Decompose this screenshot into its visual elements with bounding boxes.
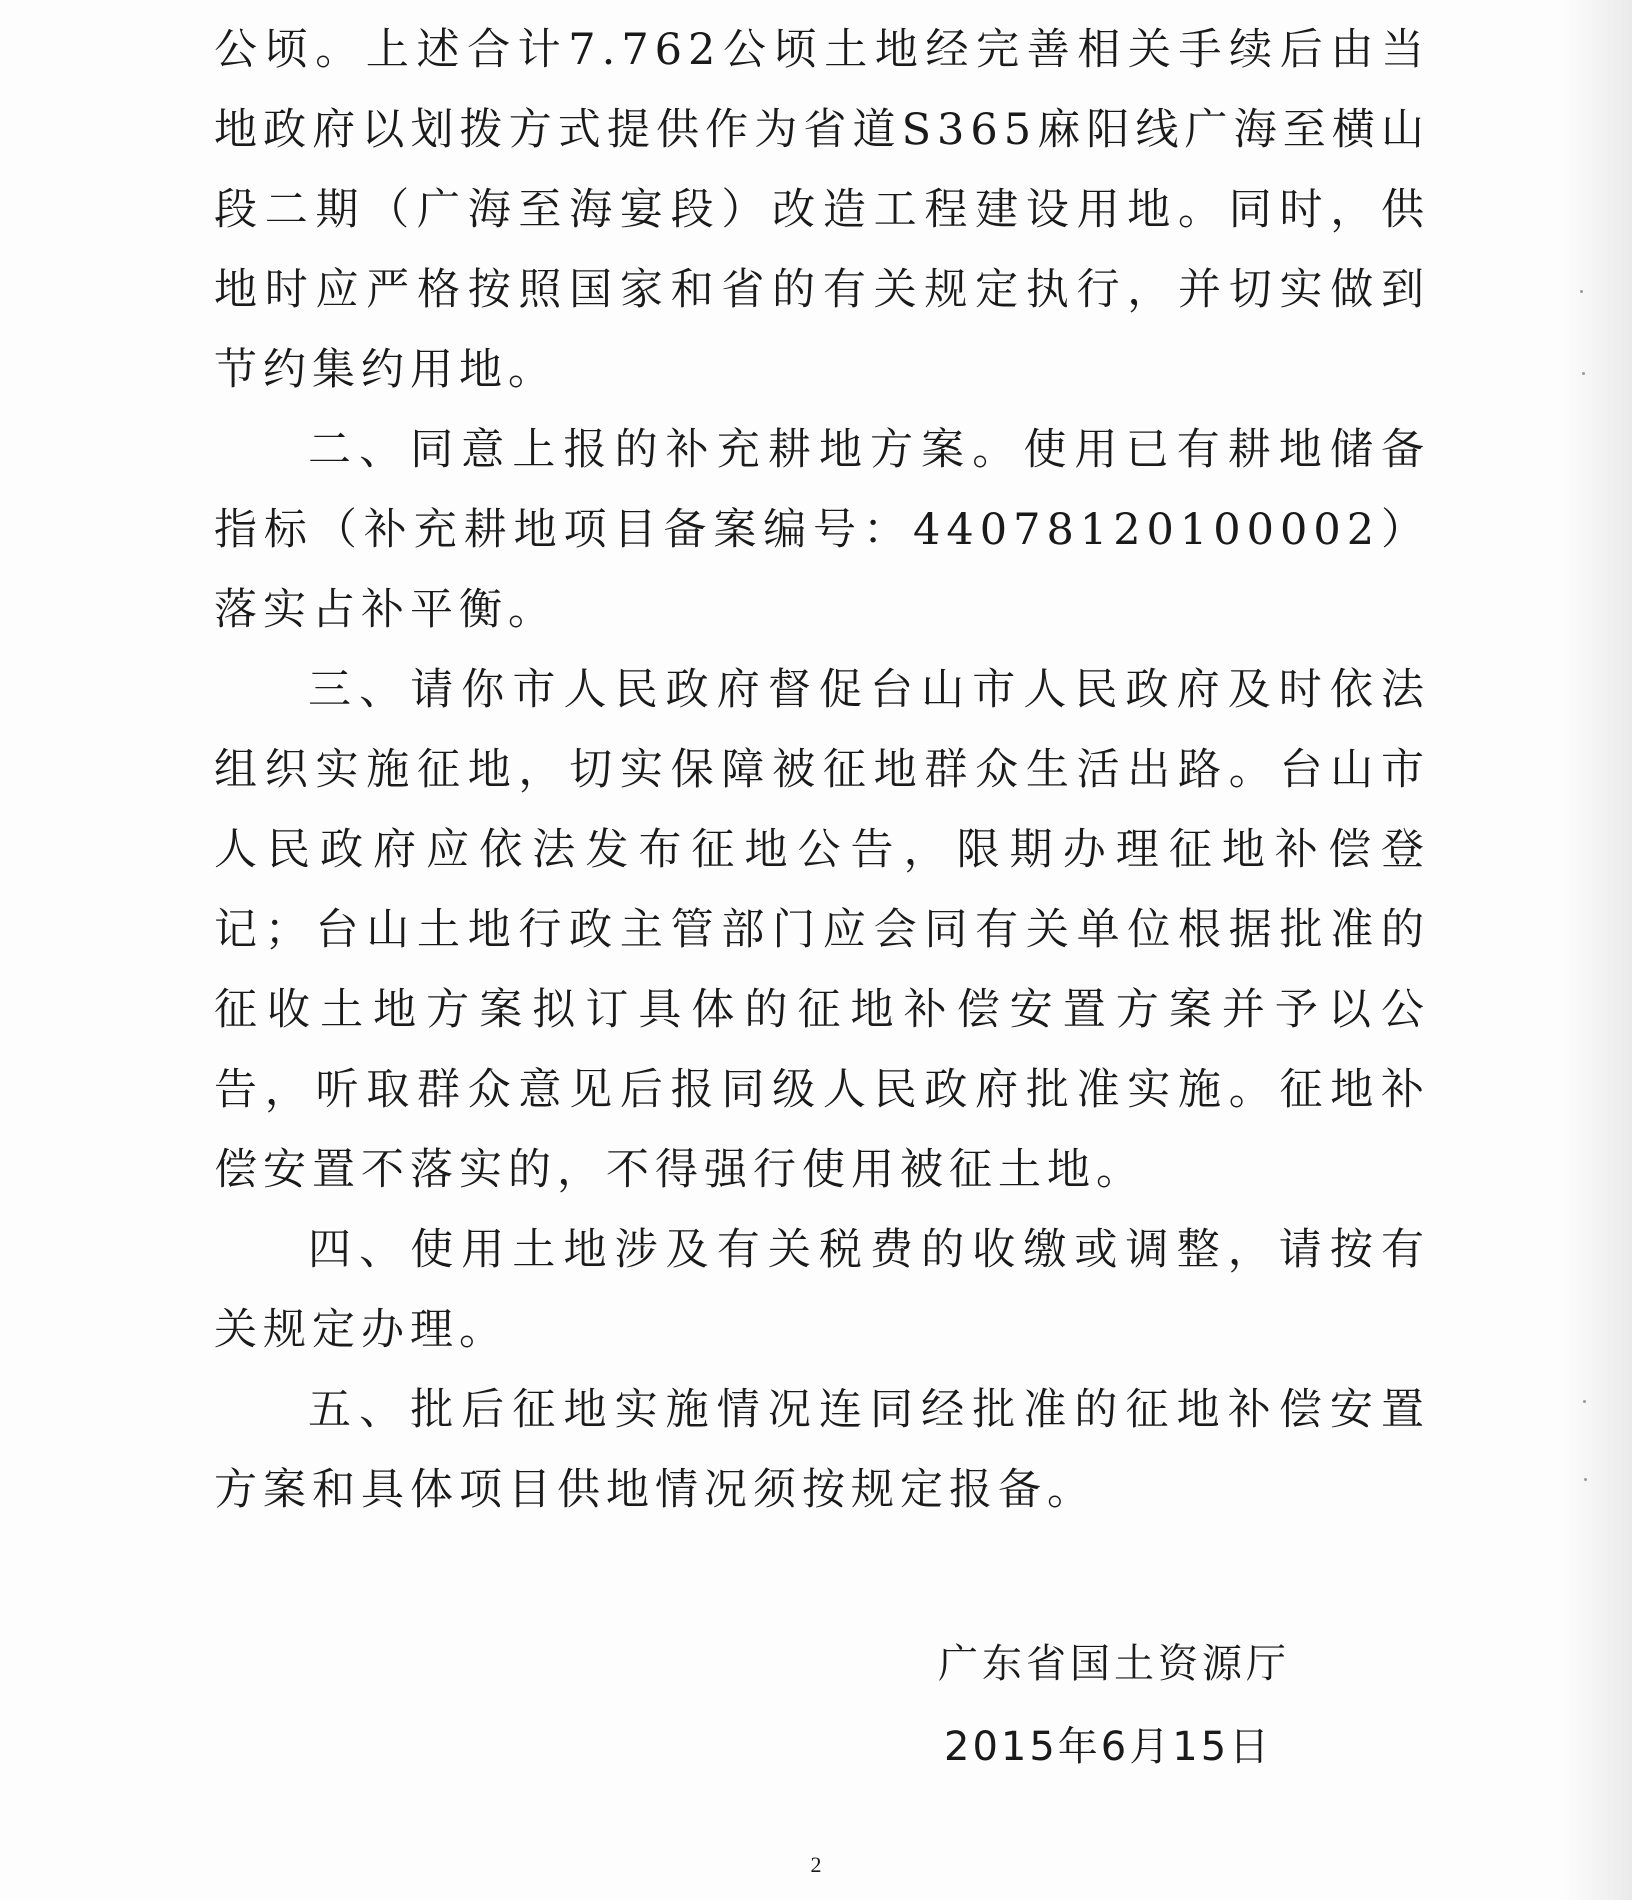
scan-speck	[1580, 290, 1583, 293]
issue-date: 2015年6月15日	[944, 1724, 1273, 1770]
document-body	[214, 10, 1430, 1530]
page-number: 2	[810, 1852, 822, 1877]
issuing-authority-signature: 广东省国土资源厅	[938, 1641, 1290, 1687]
paragraph-taxes-fees: 四、使用土地涉及有关税费的收缴或调整，请按有关规定办理。	[214, 1225, 1430, 1355]
scan-speck	[1584, 1478, 1587, 1481]
paragraph-reporting: 五、批后征地实施情况连同经批准的征地补偿安置方案和具体项目供地情况须按规定报备。	[214, 1385, 1430, 1515]
scan-edge-shading	[1562, 0, 1632, 1900]
paragraph-land-acquisition: 三、请你市人民政府督促台山市人民政府及时依法组织实施征地，切实保障被征地群众生活出路。台山市人民政府应依法发布征地公告，限期办理征地补偿登记；台山土地行政主管部门应会同有关单位根据批准的征收土地方案拟订具体的征地补偿安置方案并予以公告，听取群众意见后报同级人民政府批准实施。征地补偿安置不落实的，不得强行使用被征土地。	[214, 665, 1430, 1195]
scan-speck	[1582, 372, 1585, 375]
paragraph-farmland-compensation: 二、同意上报的补充耕地方案。使用已有耕地储备指标（补充耕地项目备案编号：44078120100002）落实占补平衡。	[214, 425, 1430, 635]
paragraph-land-supply: 公顷。上述合计7.762公顷土地经完善相关手续后由当地政府以划拨方式提供作为省道S365麻阳线广海至横山段二期（广海至海宴段）改造工程建设用地。同时，供地时应严格按照国家和省的有关规定执行，并切实做到节约集约用地。	[214, 25, 1430, 395]
scan-speck	[1583, 1400, 1586, 1403]
